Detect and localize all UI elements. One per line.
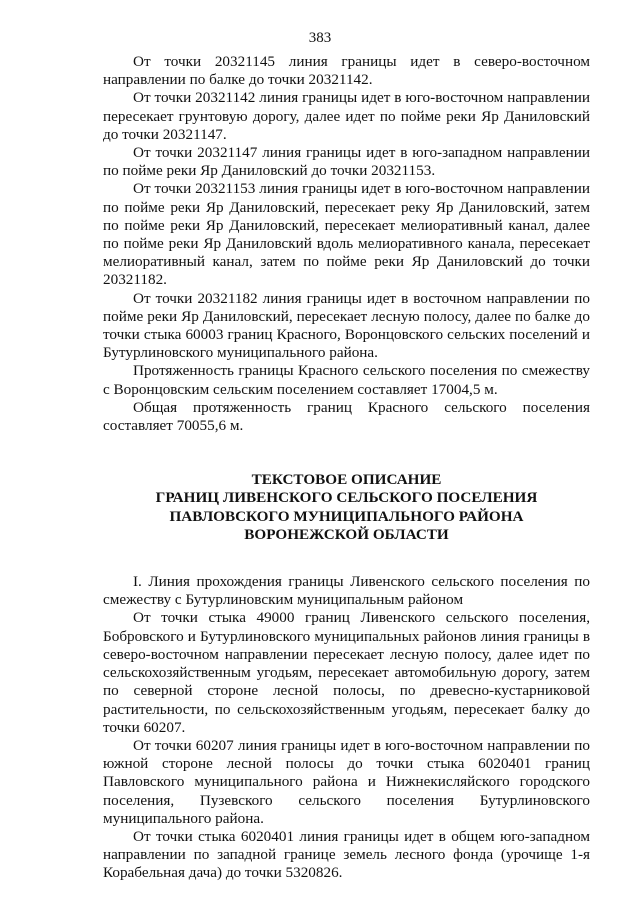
paragraph: I. Линия прохождения границы Ливенского сельского поселения по смежеству с Бутурлиновским муниципальным районом <box>103 573 590 609</box>
paragraph: От точки 20321153 линия границы идет в юго-восточном направлении по пойме реки Яр Даниловский, пересекает реку Яр Даниловский, затем по пойме реки Яр Даниловский, пересекает мелиоративный канал, далее по пойме реки Яр Даниловский вдоль мелиоративного канала, пересекает мелиоративный канал, затем по пойме реки Яр Даниловский до точки 20321182. <box>103 180 590 289</box>
page-number: 383 <box>308 30 332 46</box>
paragraph: От точки 20321142 линия границы идет в юго-восточном направлении пересекает грунтовую дорогу, далее идет по пойме реки Яр Даниловский до точки 20321147. <box>103 89 590 143</box>
heading-line: ВОРОНЕЖСКОЙ ОБЛАСТИ <box>244 525 449 543</box>
paragraph: От точки 20321182 линия границы идет в восточном направлении по пойме реки Яр Даниловский, пересекает лесную полосу, далее по балке до точки стыка 60003 границ Красного, Воронцовского сельских поселений и Бутурлиновского муниципального района. <box>103 289 590 362</box>
section-heading <box>103 471 590 544</box>
heading-line: ПАВЛОВСКОГО МУНИЦИПАЛЬНОГО РАЙОНА <box>169 507 524 525</box>
paragraph: От точки 60207 линия границы идет в юго-восточном направлении по южной стороне лесной полосы до точки стыка 6020401 границ Павловского муниципального района и Нижнекисляйского городского поселения, Пузевского сельского поселения Бутурлиновского муниципального района. <box>103 736 590 827</box>
paragraph: Общая протяженность границ Красного сельского поселения составляет 70055,6 м. <box>103 398 590 435</box>
document-body <box>103 53 590 883</box>
paragraph: От точки 20321147 линия границы идет в юго-западном направлении по пойме реки Яр Даниловский до точки 20321153. <box>103 144 590 180</box>
paragraph: От точки стыка 6020401 линия границы идет в общем юго-западном направлении по западной границе земель лесного фонда (урочище 1-я Корабельная дача) до точки 5320826. <box>103 827 590 882</box>
paragraph: От точки 20321145 линия границы идет в северо-восточном направлении по балке до точки 20321142. <box>103 53 590 89</box>
heading-line: ТЕКСТОВОЕ ОПИСАНИЕ <box>251 471 442 489</box>
paragraph: Протяженность границы Красного сельского поселения по смежеству с Воронцовским сельским поселением составляет 17004,5 м. <box>103 362 590 398</box>
heading-line: ГРАНИЦ ЛИВЕНСКОГО СЕЛЬСКОГО ПОСЕЛЕНИЯ <box>155 489 538 507</box>
paragraph: От точки стыка 49000 границ Ливенского сельского поселения, Бобровского и Бутурлиновского муниципальных районов линия границы в северо-восточном направлении пересекает лесную полосу, далее идет по сельскохозяйственным угодьям, пересекает автомобильную дорогу, затем по северной стороне лесной полосы, по древесно-кустарниковой растительности, по сельскохозяйственным угодьям, пересекает балку до точки 60207. <box>103 609 590 736</box>
